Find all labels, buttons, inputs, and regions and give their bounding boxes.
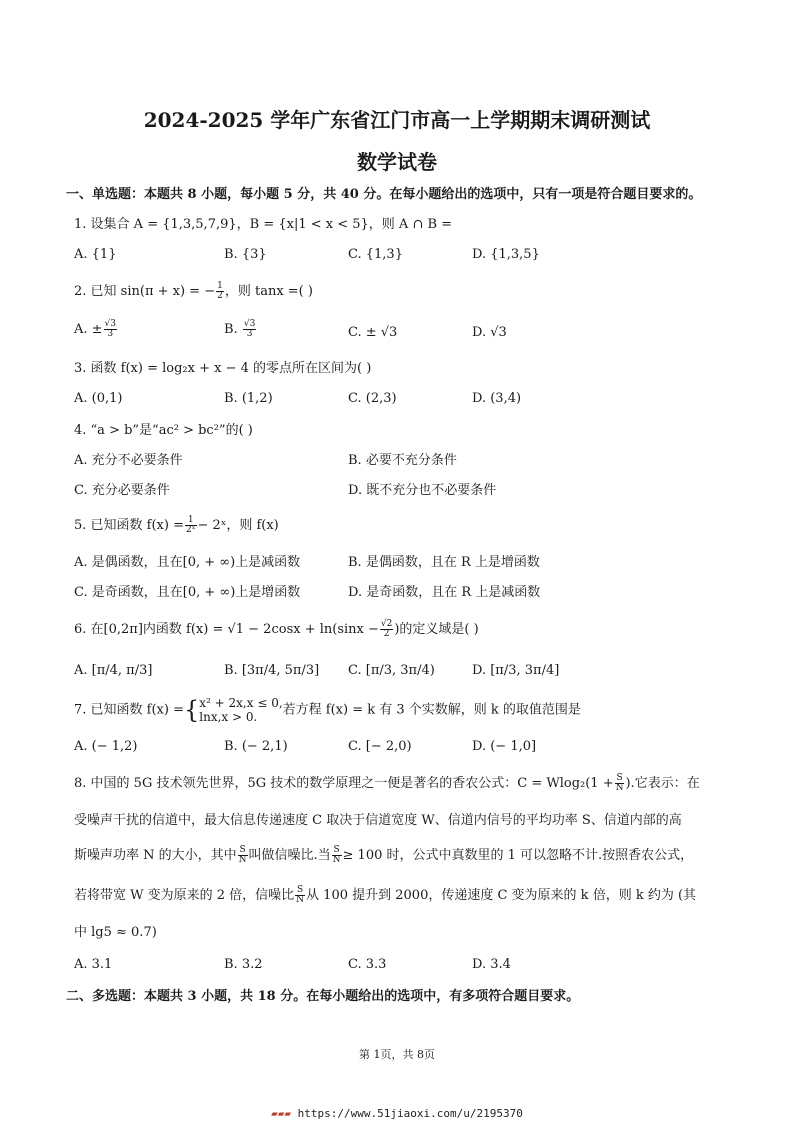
logo-mark: ▰▰▰ <box>271 1107 298 1120</box>
section-multiple-choice: 二、多选题：本题共 3 小题，共 18 分。在每小题给出的选项中，有多项符合题目要求。 <box>66 989 580 1004</box>
q8-line-3: 斯噪声功率 N 的大小，其中 $\frac{S}{N}$ 叫做信噪比.当 $\frac{S}{N}$ ≥ 100 时，公式中真数里的 1 可以忽略不计.按照香农公式， <box>74 845 694 865</box>
q1-stem: 1. 设集合 A = {1,3,5,7,9}，B = {x|1 < x < 5}，则 A ∩ B = <box>74 217 453 232</box>
q3-stem: 3. 函数 f(x) = log₂x + x − 4 的零点所在区间为( ) <box>74 361 372 376</box>
q8-line-4: 若将带宽 W 变为原来的 2 倍，信噪比 $\frac{S}{N}$ 从 100 提升到 2000，传递速度 C 变为原来的 k 倍，则 k 约为 (其 <box>74 885 697 905</box>
q6-option-d: D. [π/3, 3π/4] <box>472 663 560 678</box>
q5-stem: 5. 已知函数 f(x) = $\frac{1}{\text{2ˣ}}$ − 2ˣ，则 f(x) <box>74 515 279 535</box>
q8-line-5: 中 lg5 ≈ 0.7) <box>74 925 157 940</box>
brace-glyph: { <box>183 696 200 724</box>
q4-stem: 4. “a > b”是“ac² > bc²”的( ) <box>74 423 253 438</box>
section-single-choice: 一、单选题：本题共 8 小题，每小题 5 分，共 40 分。在每小题给出的选项中，只有一项是符合题目要求的。 <box>66 187 702 202</box>
page-footer: 第 1页，共 8页 <box>359 1048 435 1061</box>
q1-option-c: C. {1,3} <box>348 247 403 262</box>
q1-option-a: A. {1} <box>74 247 117 262</box>
q8-option-b: B. 3.2 <box>224 957 263 972</box>
q6-fraction: $\frac{√2}{2}$ <box>380 619 393 639</box>
q4-option-c: C. 充分必要条件 <box>74 483 170 498</box>
q6-option-b: B. [3π/4, 5π/3] <box>224 663 320 678</box>
q5-option-a: A. 是偶函数，且在[0, + ∞)上是减函数 <box>74 555 301 570</box>
q4-option-b: B. 必要不充分条件 <box>348 453 457 468</box>
q4-option-d: D. 既不充分也不必要条件 <box>348 483 497 498</box>
q1-option-d: D. {1,3,5} <box>472 247 540 262</box>
q2-option-a: A. ± $\frac{√3}{3}$ <box>74 319 117 339</box>
q2-option-c: C. ± √3 <box>348 325 398 340</box>
q7-option-d: D. (− 1,0] <box>472 739 537 754</box>
q7-option-a: A. (− 1,2) <box>74 739 138 754</box>
q8-option-d: D. 3.4 <box>472 957 511 972</box>
q2-stem-pre: 2. 已知 sin(π + x) = − <box>74 284 216 299</box>
q8-option-c: C. 3.3 <box>348 957 387 972</box>
watermark-url: ▰▰▰ https://www.51jiaoxi.com/u/2195370 <box>271 1107 523 1120</box>
exam-subtitle: 数学试卷 <box>357 150 437 174</box>
q6-stem: 6. 在[0,2π]内函数 f(x) = √1 − 2cosx + ln(sinx − $\frac{√2}{2}$ )的定义域是( ) <box>74 619 479 639</box>
exam-title: 2024-2025 学年广东省江门市高一上学期期末调研测试 <box>143 108 651 132</box>
q2-option-d: D. √3 <box>472 325 507 340</box>
q3-option-a: A. (0,1) <box>74 391 123 406</box>
q3-option-d: D. (3,4) <box>472 391 522 406</box>
q7-option-c: C. [− 2,0) <box>348 739 412 754</box>
q2-fraction: $\frac{1}{2}$ <box>217 281 223 301</box>
q1-option-b: B. {3} <box>224 247 267 262</box>
q5-option-d: D. 是奇函数，且在 R 上是减函数 <box>348 585 541 600</box>
q8-line-1: 8. 中国的 5G 技术领先世界，5G 技术的数学原理之一便是著名的香农公式：C = Wlog₂(1 + $\frac{S}{N}$ ).它表示：在 <box>74 773 700 793</box>
q5-option-b: B. 是偶函数，且在 R 上是增函数 <box>348 555 540 570</box>
q6-option-c: C. [π/3, 3π/4) <box>348 663 435 678</box>
q7-option-b: B. (− 2,1) <box>224 739 288 754</box>
q6-option-a: A. [π/4, π/3] <box>74 663 153 678</box>
q2-option-b: B. $\frac{√3}{3}$ <box>224 319 256 339</box>
q3-option-b: B. (1,2) <box>224 391 273 406</box>
q3-option-c: C. (2,3) <box>348 391 397 406</box>
q8-line-2: 受噪声干扰的信道中，最大信息传递速度 C 取决于信道宽度 W、信道内信号的平均功率 S、信道内部的高 <box>74 813 682 828</box>
q2-stem-post: ，则 tanx =( ) <box>224 284 313 299</box>
q5-fraction: $\frac{1}{\text{2ˣ}}$ <box>185 515 196 535</box>
q8-option-a: A. 3.1 <box>74 957 113 972</box>
q4-option-a: A. 充分不必要条件 <box>74 453 183 468</box>
q5-option-c: C. 是奇函数，且在[0, + ∞)上是增函数 <box>74 585 301 600</box>
q2-stem <box>74 282 313 301</box>
q7-piecewise: x² + 2x,x ≤ 0, lnx,x > 0. <box>199 696 283 724</box>
q7-stem: 7. 已知函数 f(x) ={ x² + 2x,x ≤ 0, lnx,x > 0. 若方程 f(x) = k 有 3 个实数解，则 k 的取值范围是 <box>74 696 581 724</box>
